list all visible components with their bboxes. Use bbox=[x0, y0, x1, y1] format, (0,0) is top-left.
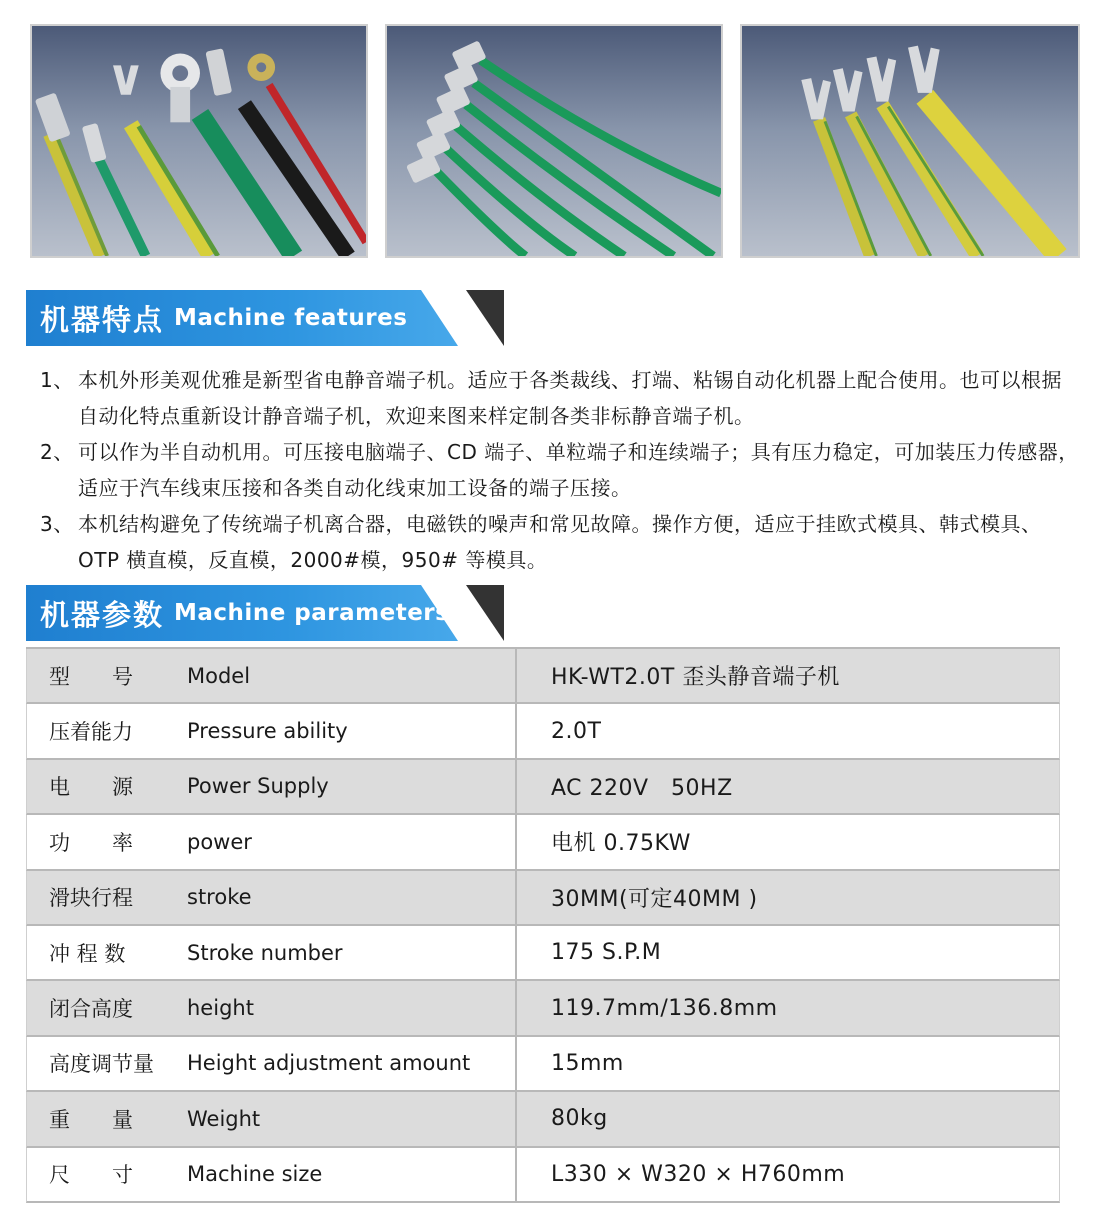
param-label-en: Model bbox=[187, 663, 251, 688]
param-label-zh: 高度调节量 bbox=[49, 1052, 154, 1077]
param-value: 2.0T bbox=[515, 704, 1059, 757]
param-label-zh: 压着能力 bbox=[49, 720, 133, 745]
table-row bbox=[26, 815, 1060, 870]
feature-number: 1、 bbox=[40, 368, 74, 392]
banner-dark-triangle bbox=[466, 290, 504, 346]
param-label-zh: 型 号 bbox=[49, 664, 133, 689]
parameters-title bbox=[40, 593, 449, 633]
param-value: L330 × W320 × H760mm bbox=[515, 1148, 1059, 1201]
param-value: 80kg bbox=[515, 1092, 1059, 1145]
feature-item bbox=[40, 506, 1080, 578]
param-label-en: Machine size bbox=[187, 1162, 323, 1187]
product-photo-terminals bbox=[30, 24, 368, 258]
param-label-en: Power Supply bbox=[187, 774, 329, 799]
feature-number: 2、 bbox=[40, 440, 74, 464]
param-label-en: Height adjustment amount bbox=[187, 1051, 471, 1076]
param-label-zh: 闭合高度 bbox=[49, 997, 133, 1022]
table-row bbox=[26, 649, 1060, 704]
banner-dark-triangle bbox=[466, 585, 504, 641]
param-label-en: height bbox=[187, 996, 254, 1021]
param-label-en: stroke bbox=[187, 885, 252, 910]
param-label-en: Pressure ability bbox=[187, 719, 348, 744]
param-value: HK-WT2.0T 歪头静音端子机 bbox=[515, 649, 1059, 702]
feature-text: 本机外形美观优雅是新型省电静音端子机。适应于各类裁线、打端、粘锡自动化机器上配合使用。也可以根据自动化特点重新设计静音端子机，欢迎来图来样定制各类非标静音端子机。 bbox=[78, 368, 1062, 428]
param-label-en: Stroke number bbox=[187, 940, 343, 965]
table-row bbox=[26, 871, 1060, 926]
table-row bbox=[26, 704, 1060, 759]
param-label-en: Weight bbox=[187, 1106, 261, 1131]
table-row bbox=[26, 1148, 1060, 1203]
param-label-en: power bbox=[187, 829, 252, 854]
param-value: 30MM(可定40MM ) bbox=[515, 871, 1059, 924]
feature-text: 本机结构避免了传统端子机离合器，电磁铁的噪声和常见故障。操作方便，适应于挂欧式模具、韩式模具、 OTP 横直模，反直模，2000#模，950# 等模具。 bbox=[78, 512, 1042, 572]
parameters-title-en: Machine parameters bbox=[174, 600, 450, 626]
product-photo-fork-terminals bbox=[740, 24, 1080, 258]
param-label-zh: 功 率 bbox=[49, 830, 133, 855]
parameters-title-zh: 机器参数 bbox=[40, 597, 165, 632]
feature-item bbox=[40, 362, 1080, 434]
features-title-en: Machine features bbox=[174, 305, 408, 331]
param-value: 15mm bbox=[515, 1037, 1059, 1090]
param-label-zh: 滑块行程 bbox=[49, 886, 133, 911]
param-label-zh: 重 量 bbox=[49, 1107, 133, 1132]
features-title-zh: 机器特点 bbox=[40, 302, 165, 337]
table-row bbox=[26, 1092, 1060, 1147]
feature-number: 3、 bbox=[40, 512, 74, 536]
product-photo-green-cables bbox=[385, 24, 723, 258]
feature-text: 可以作为半自动机用。可压接电脑端子、CD 端子、单粒端子和连续端子；具有压力稳定，可加装压力传感器，适应于汽车线束压接和各类自动化线束加工设备的端子压接。 bbox=[78, 440, 1079, 500]
table-row bbox=[26, 981, 1060, 1036]
param-label-zh: 冲 程 数 bbox=[49, 941, 126, 966]
features-section-banner bbox=[26, 290, 478, 346]
param-value: 175 S.P.M bbox=[515, 926, 1059, 979]
param-label-zh: 尺 寸 bbox=[49, 1163, 133, 1188]
parameters-section-banner bbox=[26, 585, 478, 641]
feature-item bbox=[40, 434, 1080, 506]
param-value: AC 220V 50HZ bbox=[515, 760, 1059, 813]
features-title bbox=[40, 298, 407, 338]
param-label-zh: 电 源 bbox=[49, 775, 133, 800]
table-row bbox=[26, 926, 1060, 981]
param-value: 119.7mm/136.8mm bbox=[515, 981, 1059, 1034]
features-list bbox=[40, 362, 1080, 578]
table-row bbox=[26, 760, 1060, 815]
param-value: 电机 0.75KW bbox=[515, 815, 1059, 868]
table-row bbox=[26, 1037, 1060, 1092]
parameters-table bbox=[26, 647, 1060, 1203]
